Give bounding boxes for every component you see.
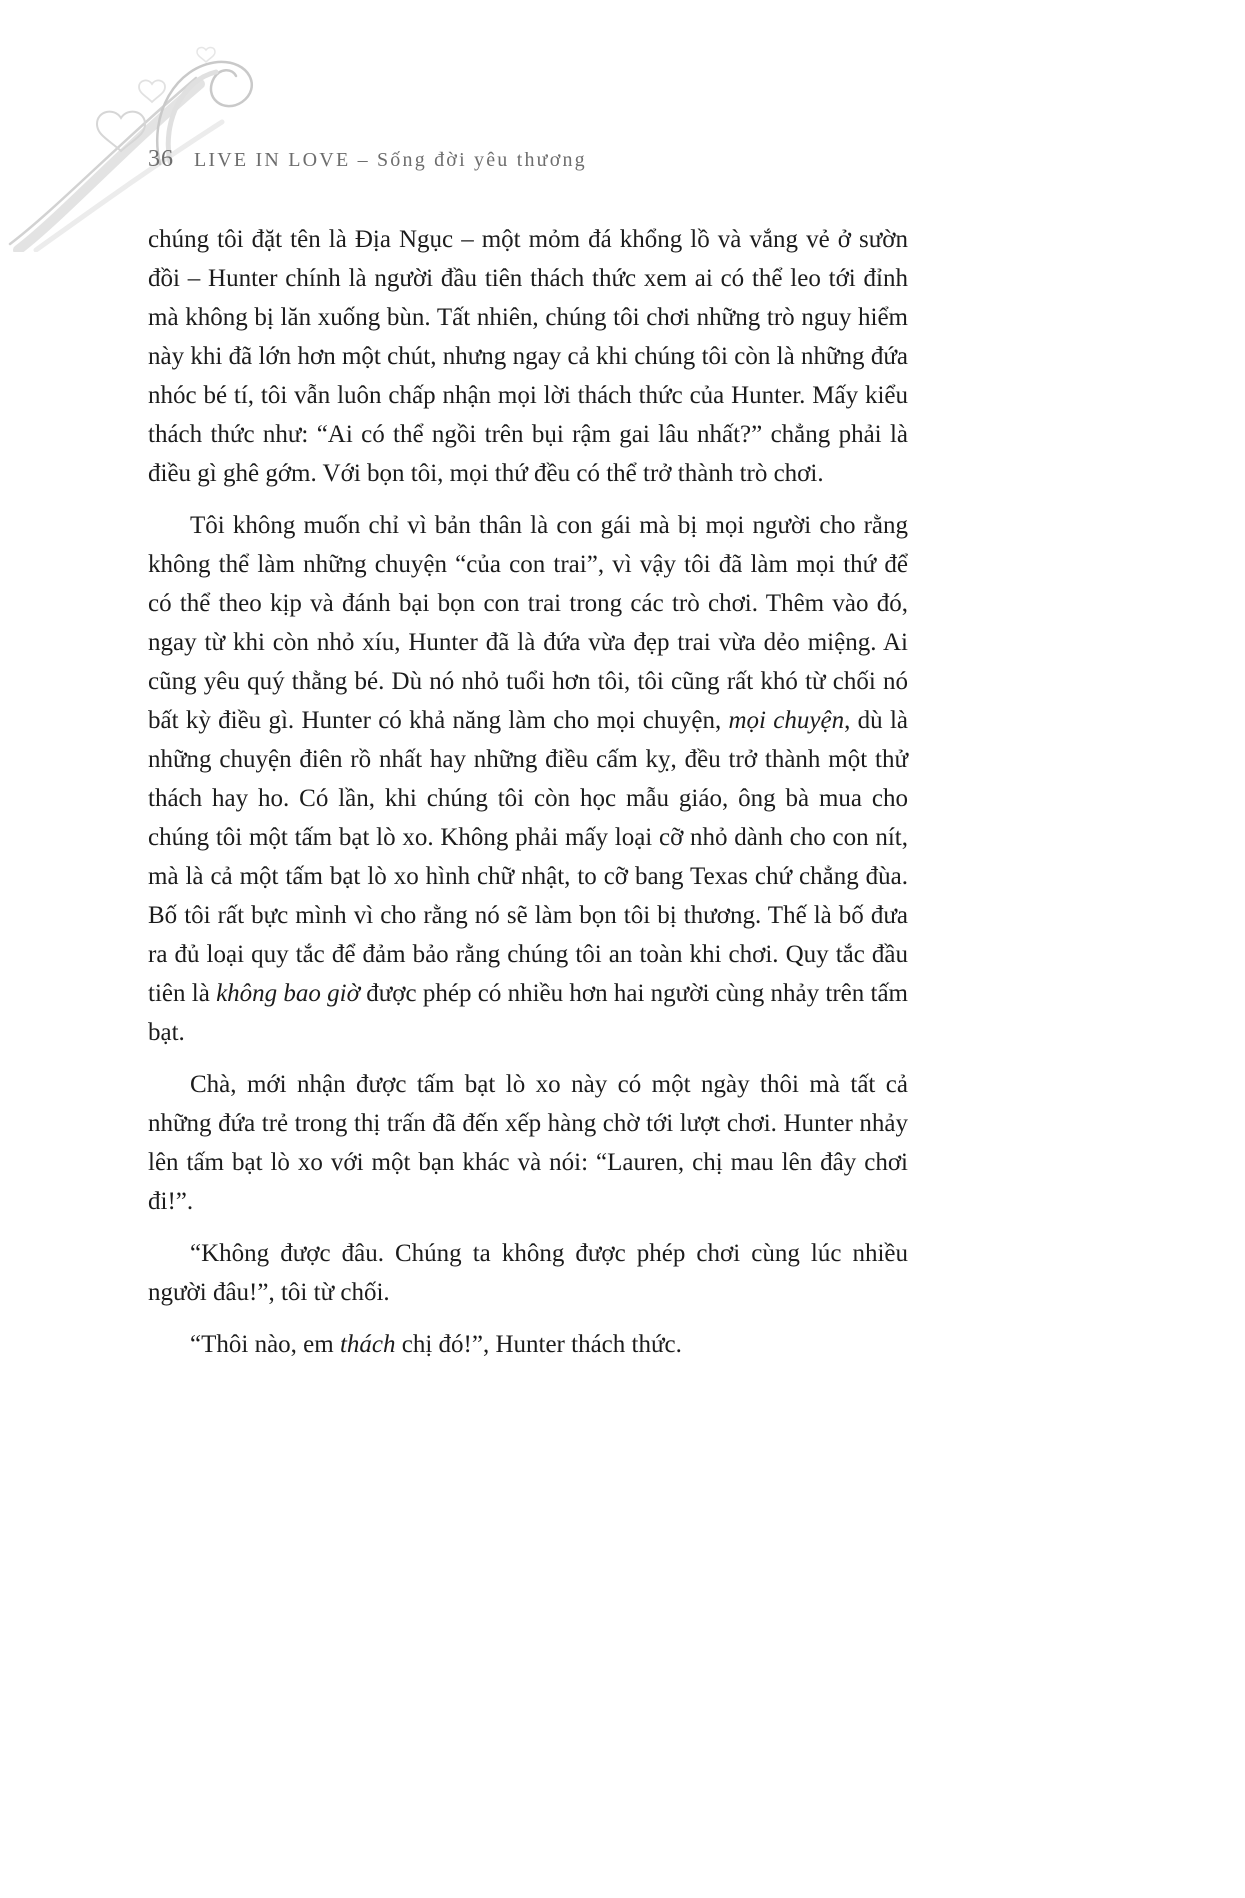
- text-segment: “Thôi nào, em: [190, 1331, 340, 1358]
- page-number: 36: [148, 146, 174, 172]
- book-title: [194, 149, 587, 172]
- paragraph: [148, 1234, 908, 1312]
- text-segment: , dù là những chuyện điên rồ nhất hay những điều cấm kỵ, đều trở thành một thử thách hay ho. Có lần, khi chúng tôi còn học mẫu giáo, ông bà mua cho chúng tôi một tấm bạt lò xo. Không phải mấy loại cỡ nhỏ dành cho con nít, mà là cả một tấm bạt lò xo hình chữ nhật, to cỡ bang Texas chứ chẳng đùa. Bố tôi rất bực mình vì cho rằng nó sẽ làm bọn tôi bị thương. Thế là bố đưa ra đủ loại quy tắc để đảm bảo rằng chúng tôi an toàn khi chơi. Quy tắc đầu tiên là: [148, 707, 908, 1007]
- decorative-flourish-icon: [0, 22, 300, 252]
- text-segment: Chà, mới nhận được tấm bạt lò xo này có một ngày thôi mà tất cả những đứa trẻ trong thị trấn đã đến xếp hàng chờ tới lượt chơi. Hunter nhảy lên tấm bạt lò xo với một bạn khác và nói: “Lauren, chị mau lên đây chơi đi!”.: [148, 1071, 908, 1215]
- text-segment: Tôi không muốn chỉ vì bản thân là con gái mà bị mọi người cho rằng không thể làm những chuyện “của con trai”, vì vậy tôi đã làm mọi thứ để có thể theo kịp và đánh bại bọn con trai trong các trò chơi. Thêm vào đó, ngay từ khi còn nhỏ xíu, Hunter đã là đứa vừa đẹp trai vừa dẻo miệng. Ai cũng yêu quý thằng bé. Dù nó nhỏ tuổi hơn tôi, tôi cũng rất khó từ chối nó bất kỳ điều gì. Hunter có khả năng làm cho mọi chuyện,: [148, 512, 908, 734]
- text-segment: chúng tôi đặt tên là Địa Ngục – một mỏm đá khổng lồ và vắng vẻ ở sườn đồi – Hunter chính là người đầu tiên thách thức xem ai có thể leo tới đỉnh mà không bị lăn xuống bùn. Tất nhiên, chúng tôi chơi những trò nguy hiểm này khi đã lớn hơn một chút, nhưng ngay cả khi chúng tôi còn là những đứa nhóc bé tí, tôi vẫn luôn chấp nhận mọi lời thách thức của Hunter. Mấy kiểu thách thức như: “Ai có thể ngồi trên bụi rậm gai lâu nhất?” chẳng phải là điều gì ghê gớm. Với bọn tôi, mọi thứ đều có thể trở thành trò chơi.: [148, 226, 908, 487]
- italic-text: thách: [339, 1331, 396, 1358]
- body-text: [148, 220, 908, 1377]
- italic-text: mọi chuyện: [728, 707, 845, 734]
- text-segment: chị đó!”, Hunter thách thức.: [395, 1331, 682, 1358]
- book-title-main: LIVE IN LOVE: [194, 149, 351, 171]
- text-segment: được phép có nhiều hơn hai người cùng nhảy trên tấm bạt.: [148, 980, 908, 1046]
- book-title-sub: – Sống đời yêu thương: [357, 149, 587, 171]
- paragraph: [148, 220, 908, 493]
- paragraph: [148, 1325, 908, 1364]
- page-header: [148, 146, 587, 173]
- paragraph: [148, 1065, 908, 1221]
- text-segment: “Không được đâu. Chúng ta không được phép chơi cùng lúc nhiều người đâu!”, tôi từ chối.: [148, 1240, 908, 1306]
- paragraph: [148, 506, 908, 1052]
- italic-text: không bao giờ: [216, 980, 360, 1007]
